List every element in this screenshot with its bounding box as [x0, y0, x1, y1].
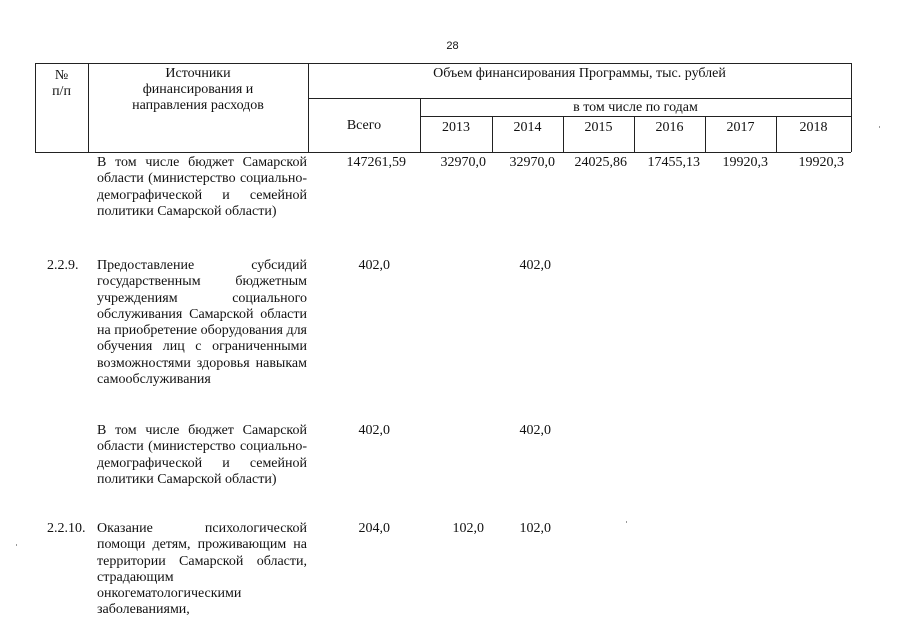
- row-year-2014: 102,0: [519, 521, 551, 536]
- row-total: 147261,59: [346, 155, 406, 170]
- scan-speck: [16, 544, 17, 546]
- row-number: 2.2.10.: [47, 521, 86, 536]
- row-year-2018: 19920,3: [798, 155, 844, 170]
- header-col-volume: Объем финансирования Программы, тыс. рублей: [433, 66, 726, 81]
- row-total: 204,0: [358, 521, 390, 536]
- header-year-2015: 2015: [584, 120, 613, 135]
- header-year-2017: 2017: [726, 120, 755, 135]
- scan-speck: [626, 521, 627, 523]
- row-total: 402,0: [358, 258, 390, 273]
- row-total: 402,0: [358, 423, 390, 438]
- row-year-2016: 17455,13: [647, 155, 700, 170]
- header-col-by-years: в том числе по годам: [573, 100, 698, 115]
- header-year-2013: 2013: [442, 120, 470, 135]
- row-year-2014: 402,0: [519, 423, 551, 438]
- row-year-2014: 402,0: [519, 258, 551, 273]
- row-year-2013: 102,0: [452, 521, 484, 536]
- row-description: Предоставление субсидий государственным бюджетным учреждениям социального обслуживания Самарской области на приобретение оборудования для обучения лиц с ограниченными возможностями здоровья навыкам самообслуживания: [97, 258, 307, 388]
- row-year-2014: 32970,0: [509, 155, 555, 170]
- header-col-total: Всего: [346, 118, 382, 133]
- row-number: 2.2.9.: [47, 258, 79, 273]
- row-description: В том числе бюджет Самарской области (министерство социально-демографической и семейной политики Самарской области): [97, 155, 307, 219]
- scan-speck: [879, 126, 880, 128]
- header-col-num: № п/п: [52, 68, 71, 99]
- row-description: Оказание психологической помощи детям, проживающим на территории Самарской области, страдающим онкогематологическими заболеваниями,: [97, 521, 307, 618]
- header-year-2014: 2014: [513, 120, 542, 135]
- row-year-2015: 24025,86: [574, 155, 627, 170]
- row-year-2017: 19920,3: [722, 155, 768, 170]
- row-year-2013: 32970,0: [440, 155, 486, 170]
- header-year-2016: 2016: [655, 120, 684, 135]
- row-description: В том числе бюджет Самарской области (министерство социально-демографической и семейной политики Самарской области): [97, 423, 307, 487]
- header-col-sources: Источники финансирования и направления расходов: [132, 66, 264, 113]
- page-number: 28: [446, 40, 459, 52]
- header-year-2018: 2018: [799, 120, 828, 135]
